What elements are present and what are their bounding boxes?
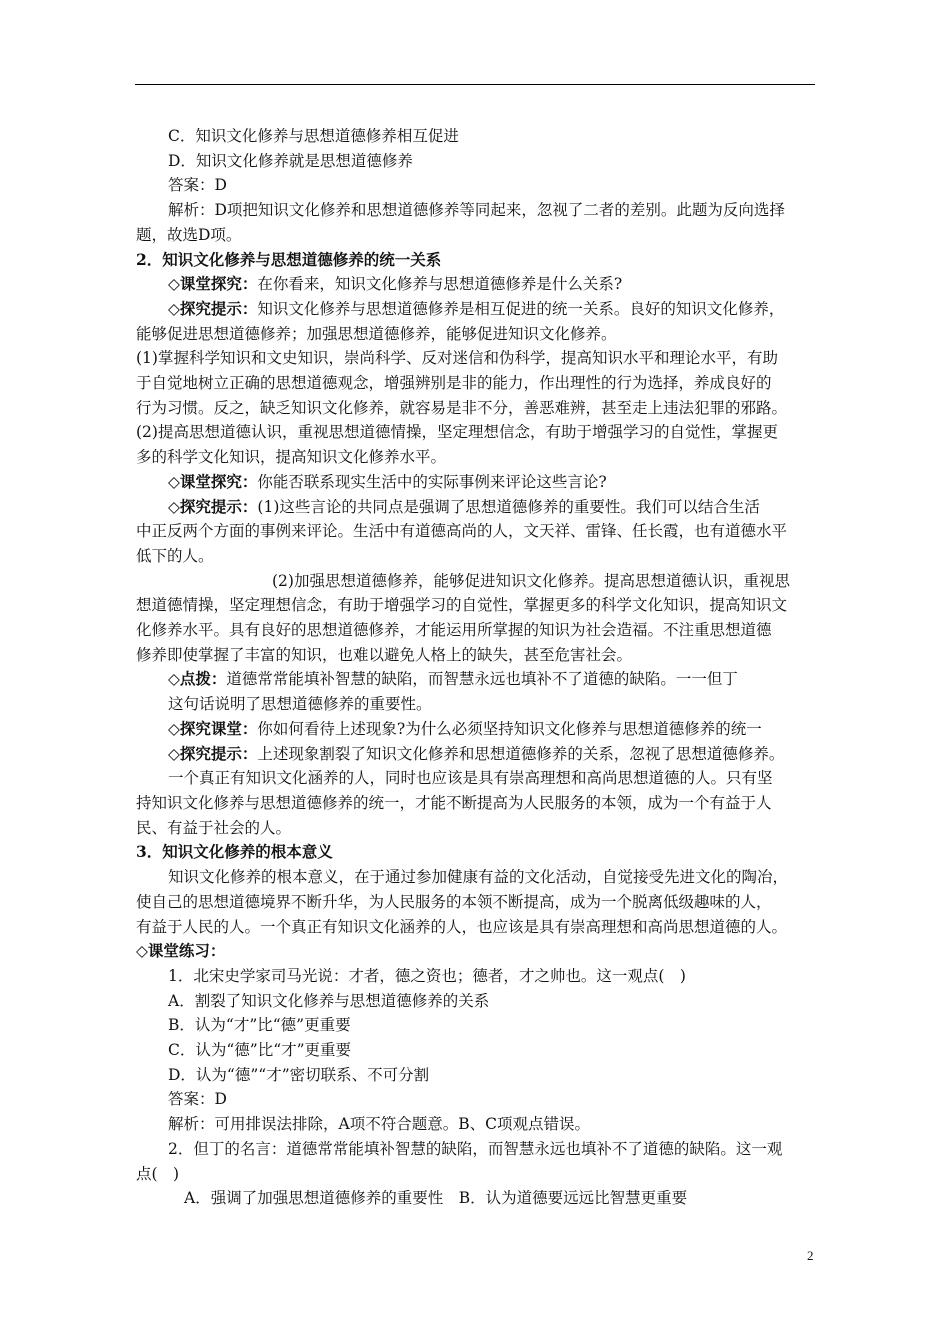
line-text: A．强调了加强思想道德修养的重要性 B．认为道德要远远比智慧更重要 [184, 1189, 688, 1208]
text-line [136, 1087, 816, 1112]
text-line [136, 322, 816, 347]
line-text: 解析：可用排误法排除，A项不符合题意。B、C项观点错误。 [168, 1115, 590, 1134]
line-text: 2．知识文化修养与思想道德修养的统一关系 [136, 249, 442, 269]
text-line [136, 593, 816, 618]
document-body [136, 124, 816, 1211]
line-text: 这句话说明了思想道德修养的重要性。 [168, 695, 432, 714]
text-line [136, 692, 816, 717]
header-rule [135, 84, 815, 85]
text-line [136, 766, 816, 791]
text-line [136, 1038, 816, 1063]
text-line [136, 840, 816, 865]
text-line [136, 198, 816, 223]
line-text: 2．但丁的名言：道德常常能填补智慧的缺陷，而智慧永远也填补不了道德的缺陷。这一观 [168, 1139, 783, 1158]
text-line [136, 865, 816, 890]
line-label: ◇点拨： [168, 669, 227, 689]
line-text: C．知识文化修养与思想道德修养相互促进 [168, 127, 459, 145]
text-line [136, 519, 816, 544]
line-label: ◇课堂探究： [168, 274, 258, 294]
line-label: ◇探究提示： [168, 298, 258, 318]
line-text: 民、有益于社会的人。 [136, 818, 292, 837]
text-line [136, 272, 816, 297]
line-text: 有益于人民的人。一个真正有知识文化涵养的人，也应该是具有崇高理想和高尚思想道德的人。 [136, 917, 788, 936]
text-line [136, 544, 816, 569]
text-line [136, 297, 816, 322]
line-text: 多的科学文化知识，提高知识文化修养水平。 [136, 448, 447, 467]
text-line [136, 643, 816, 668]
line-text: 答案：D [168, 1090, 227, 1109]
line-text: 在你看来，知识文化修养与思想道德修养是什么关系? [257, 275, 623, 294]
line-text: 1．北宋史学家司马光说：才者，德之资也；德者，才之帅也。这一观点( ) [168, 966, 686, 985]
line-text: ◇课堂练习： [136, 941, 226, 961]
text-line [136, 939, 816, 964]
text-line [136, 149, 816, 174]
text-line [136, 396, 816, 421]
text-line [136, 717, 816, 742]
line-text: 化修养水平。具有良好的思想道德修养，才能运用所掌握的知识为社会造福。不注重思想道德 [136, 621, 772, 640]
line-text: 点( ) [136, 1164, 180, 1183]
text-line [136, 890, 816, 915]
line-text: 3．知识文化修养的根本意义 [136, 842, 333, 862]
text-line [136, 495, 816, 520]
line-text: (1)掌握科学知识和文史知识，崇尚科学、反对迷信和伪科学，提高知识水平和理论水平，有助 [136, 349, 778, 368]
text-line [136, 569, 816, 594]
text-line [136, 618, 816, 643]
line-text: 修养即使掌握了丰富的知识，也难以避免人格上的缺失，甚至危害社会。 [136, 645, 633, 664]
text-line [136, 173, 816, 198]
line-label: ◇探究提示： [168, 496, 258, 516]
line-label: ◇探究课堂： [168, 718, 258, 738]
text-line [136, 1162, 816, 1187]
page-number: 2 [807, 1248, 814, 1263]
text-line [136, 346, 816, 371]
line-text: (1)这些言论的共同点是强调了思想道德修养的重要性。我们可以结合生活 [257, 497, 760, 516]
text-line [136, 420, 816, 445]
line-text: 持知识文化修养与思想道德修养的统一，才能不断提高为人民服务的本领，成为一个有益于人 [136, 793, 772, 812]
line-text: 想道德情操，坚定理想信念，有助于增强学习的自觉性，掌握更多的科学文化知识，提高知识文 [136, 596, 788, 615]
line-text: 中正反两个方面的事例来评论。生活中有道德高尚的人，文天祥、雷锋、任长霞，也有道德水平 [136, 522, 788, 541]
text-line [136, 989, 816, 1014]
line-text: 你能否联系现实生活中的实际事例来评论这些言论? [257, 472, 607, 491]
line-text: 知识文化修养的根本意义，在于通过参加健康有益的文化活动，自觉接受先进文化的陶冶， [168, 868, 789, 887]
line-text: 一个真正有知识文化涵养的人，同时也应该是具有崇高理想和高尚思想道德的人。只有坚 [168, 769, 773, 788]
line-text: 于自觉地树立正确的思想道德观念，增强辨别是非的能力，作出理性的行为选择，养成良好的 [136, 374, 772, 393]
line-label: ◇课堂探究： [168, 471, 258, 491]
line-text: 低下的人。 [136, 546, 214, 565]
line-text: 答案：D [168, 176, 227, 195]
text-line [136, 445, 816, 470]
line-text: 使自己的思想道德境界不断升华，为人民服务的本领不断提高，成为一个脱离低级趣味的人， [136, 892, 772, 911]
text-line [136, 124, 816, 149]
line-text: D．知识文化修养就是思想道德修养 [168, 151, 413, 170]
text-line [136, 470, 816, 495]
line-text: 道德常常能填补智慧的缺陷，而智慧永远也填补不了道德的缺陷。一一但丁 [226, 670, 738, 689]
text-line [136, 1013, 816, 1038]
line-text: A．割裂了知识文化修养与思想道德修养的关系 [168, 991, 490, 1010]
text-line [136, 1186, 816, 1211]
text-line [136, 1112, 816, 1137]
text-line [136, 1137, 816, 1162]
line-text: (2)提高思想道德认识，重视思想道德情操，坚定理想信念，有助于增强学习的自觉性，掌握更 [136, 423, 778, 442]
line-text: 上述现象割裂了知识文化修养和思想道德修养的关系，忽视了思想道德修养。 [257, 744, 785, 763]
text-line [136, 223, 816, 248]
text-line [136, 816, 816, 841]
line-text: 题，故选D项。 [136, 225, 242, 244]
text-line [136, 371, 816, 396]
line-text: 你如何看待上述现象?为什么必须坚持知识文化修养与思想道德修养的统一 [257, 719, 762, 738]
text-line [136, 742, 816, 767]
text-line [136, 1063, 816, 1088]
line-text: 知识文化修养与思想道德修养是相互促进的统一关系。良好的知识文化修养， [257, 299, 785, 318]
text-line [136, 791, 816, 816]
line-text: D．认为“德”“才”密切联系、不可分割 [168, 1065, 430, 1084]
line-text: C．认为“德”比“才”更重要 [168, 1041, 352, 1060]
text-line [136, 915, 816, 940]
line-text: (2)加强思想道德修养，能够促进知识文化修养。提高思想道德认识，重视思 [272, 571, 790, 590]
line-text: B．认为“才”比“德”更重要 [168, 1016, 351, 1035]
line-label: ◇探究提示： [168, 743, 258, 763]
line-text: 行为习惯。反之，缺乏知识文化修养，就容易是非不分，善恶难辨，甚至走上违法犯罪的邪路。 [136, 398, 788, 417]
line-text: 能够促进思想道德修养；加强思想道德修养，能够促进知识文化修养。 [136, 324, 617, 343]
text-line [136, 667, 816, 692]
text-line [136, 248, 816, 273]
text-line [136, 964, 816, 989]
line-text: 解析：D项把知识文化修养和思想道德修养等同起来，忽视了二者的差别。此题为反向选择 [168, 201, 785, 220]
